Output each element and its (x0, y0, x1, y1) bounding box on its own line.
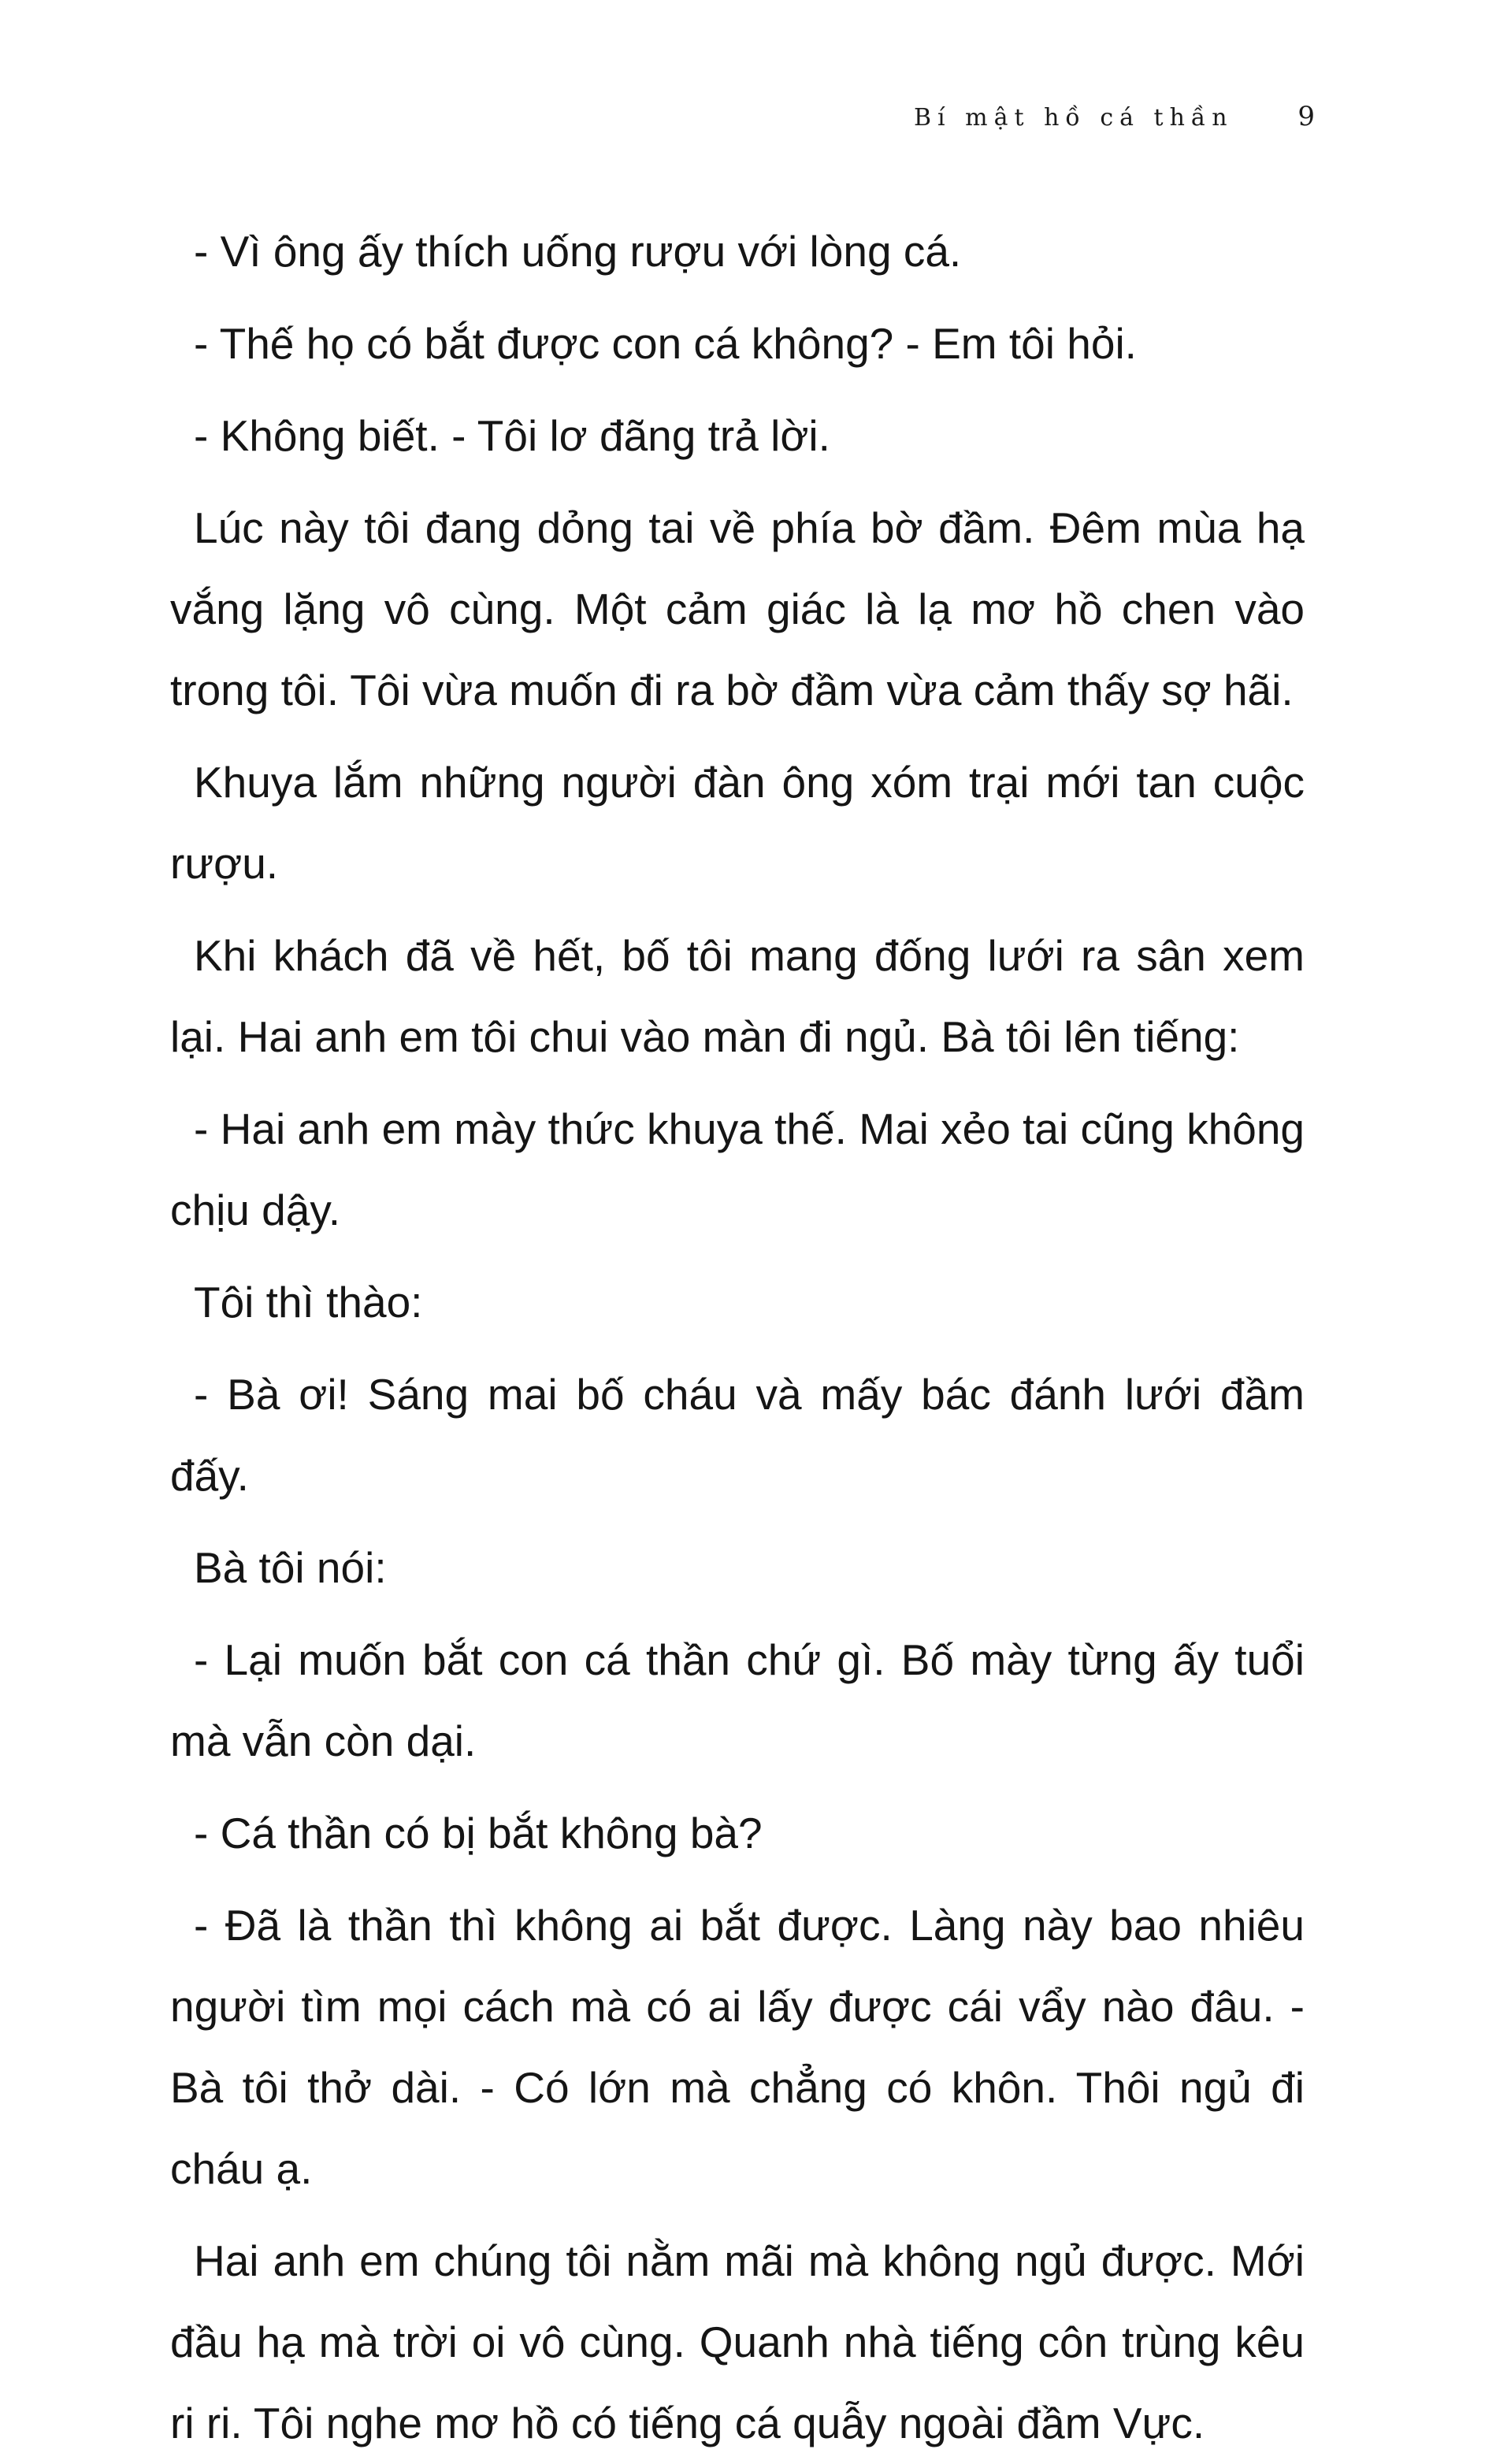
paragraph: - Đã là thần thì không ai bắt được. Làng này bao nhiêu người tìm mọi cách mà có ai lấy được cái vẩy nào đâu. - Bà tôi thở dài. - Có lớn mà chẳng có khôn. Thôi ngủ đi cháu ạ. (170, 1901, 1305, 2193)
body-text (170, 211, 1305, 2464)
paragraph: - Cá thần có bị bắt không bà? (194, 1809, 763, 1857)
paragraph: Tôi thì thào: (194, 1278, 423, 1327)
paragraph: Khuya lắm những người đàn ông xóm trại mới tan cuộc rượu. (170, 758, 1305, 888)
running-title: Bí mật hồ cá thần (914, 104, 1234, 132)
paragraph: - Bà ơi! Sáng mai bố cháu và mấy bác đánh lưới đầm đấy. (170, 1370, 1305, 1500)
paragraph: Khi khách đã về hết, bố tôi mang đống lưới ra sân xem lại. Hai anh em tôi chui vào màn đi ngủ. Bà tôi lên tiếng: (170, 931, 1305, 1061)
paragraph: Bà tôi nói: (194, 1543, 387, 1592)
paragraph: - Không biết. - Tôi lơ đãng trả lời. (194, 411, 830, 460)
paragraph: - Thế họ có bắt được con cá không? - Em tôi hỏi. (194, 319, 1137, 368)
paragraph: - Vì ông ấy thích uống rượu với lòng cá. (194, 227, 962, 276)
paragraph: Lúc này tôi đang dỏng tai về phía bờ đầm. Đêm mùa hạ vắng lặng vô cùng. Một cảm giác là lạ mơ hồ chen vào trong tôi. Tôi vừa muốn đi ra bờ đầm vừa cảm thấy sợ hãi. (170, 503, 1305, 714)
paragraph: Hai anh em chúng tôi nằm mãi mà không ngủ được. Mới đầu hạ mà trời oi vô cùng. Quanh nhà tiếng côn trùng kêu ri ri. Tôi nghe mơ hồ có tiếng cá quẫy ngoài đầm Vực. (170, 2236, 1305, 2447)
paragraph: - Lại muốn bắt con cá thần chứ gì. Bố mày từng ấy tuổi mà vẫn còn dại. (170, 1635, 1305, 1765)
page-number: 9 (1297, 101, 1315, 132)
paragraph: - Hai anh em mày thức khuya thế. Mai xẻo tai cũng không chịu dậy. (170, 1104, 1305, 1234)
